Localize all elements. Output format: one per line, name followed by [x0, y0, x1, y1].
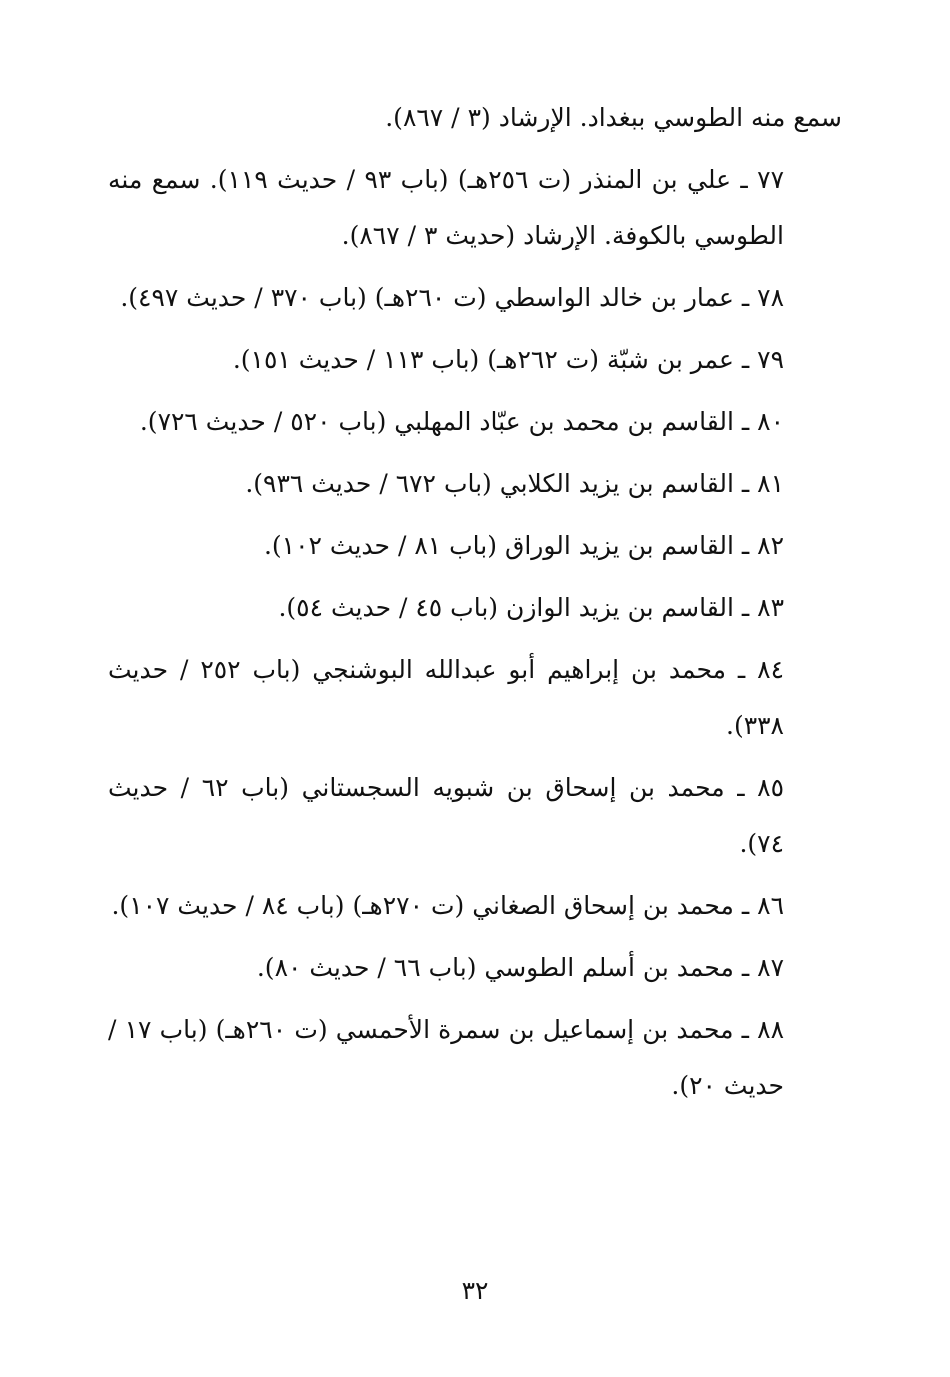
entry-77: ٧٧ ـ علي بن المنذر (ت ٢٥٦هـ) (باب ٩٣ / حديث ١١٩). سمع منه الطوسي بالكوفة. الإرشاد (حديث ٣ / ٨٦٧).: [108, 165, 784, 250]
entry-78: ٧٨ ـ عمار بن خالد الواسطي (ت ٢٦٠هـ) (باب ٣٧٠ / حديث ٤٩٧).: [120, 283, 784, 312]
entry-86: ٨٦ ـ محمد بن إسحاق الصغاني (ت ٢٧٠هـ) (باب ٨٤ / حديث ١٠٧).: [111, 891, 784, 920]
entry-81: ٨١ ـ القاسم بن يزيد الكلابي (باب ٦٧٢ / حديث ٩٣٦).: [245, 469, 784, 498]
entry-80: ٨٠ ـ القاسم بن محمد بن عبّاد المهلبي (باب ٥٢٠ / حديث ٧٢٦).: [139, 407, 784, 436]
page-number: ٣٢: [461, 1276, 489, 1305]
entry-87: ٨٧ ـ محمد بن أسلم الطوسي (باب ٦٦ / حديث ٨٠).: [256, 953, 784, 982]
entry-continuation: سمع منه الطوسي ببغداد. الإرشاد (٣ / ٨٦٧).: [385, 103, 842, 132]
biography-list: [108, 90, 842, 1120]
entry-83: ٨٣ ـ القاسم بن يزيد الوازن (باب ٤٥ / حديث ٥٤).: [278, 593, 784, 622]
entry-85: ٨٥ ـ محمد بن إسحاق بن شبويه السجستاني (باب ٦٢ / حديث ٧٤).: [108, 773, 784, 858]
entry-82: ٨٢ ـ القاسم بن يزيد الوراق (باب ٨١ / حديث ١٠٢).: [263, 531, 784, 560]
entry-88: ٨٨ ـ محمد بن إسماعيل بن سمرة الأحمسي (ت ٢٦٠هـ) (باب ١٧ / حديث ٢٠).: [108, 1015, 784, 1100]
entry-79: ٧٩ ـ عمر بن شبّة (ت ٢٦٢هـ) (باب ١١٣ / حديث ١٥١).: [232, 345, 784, 374]
entry-84: ٨٤ ـ محمد بن إبراهيم أبو عبدالله البوشنجي (باب ٢٥٢ / حديث ٣٣٨).: [108, 655, 784, 740]
